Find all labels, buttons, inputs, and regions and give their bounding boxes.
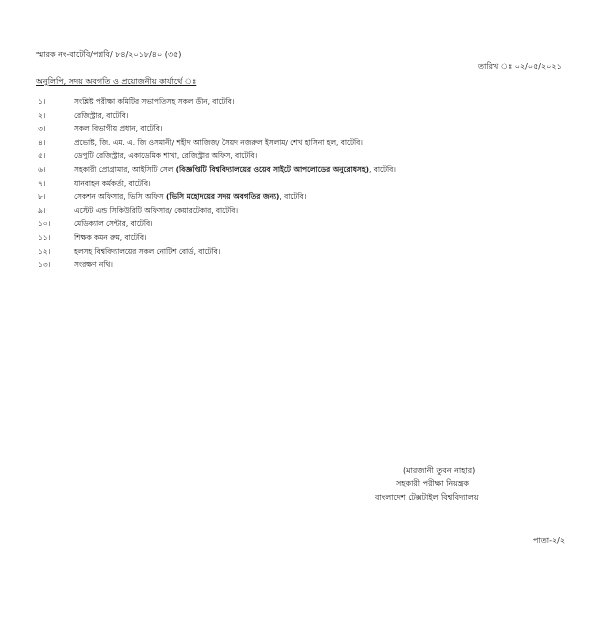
- item-number: ১৩।: [38, 260, 51, 270]
- item-text: সংশ্লিষ্ট পরীক্ষা কমিটির সভাপতিসহ সকল ডীন, বাটেবি।: [74, 97, 235, 106]
- list-item: [38, 136, 396, 150]
- list-item: [38, 163, 396, 177]
- list-item: [38, 122, 396, 136]
- list-item: [38, 177, 396, 191]
- item-bold-note: (ভিসি মহোদয়ের সদয় অবগতির জন্য): [166, 192, 280, 202]
- page-number: পাতা-২/২: [533, 536, 566, 545]
- list-item: [38, 217, 396, 231]
- list-item: [38, 109, 396, 123]
- list-item: [38, 95, 396, 109]
- list-item: [38, 245, 396, 259]
- signatory-name: (মারজানী তুবন নাহার): [403, 466, 476, 475]
- item-bold-note: (বিজ্ঞপ্তিটি বিশ্ববিদ্যালয়ের ওয়েব সাইটে আপলোডের অনুরোধসহ): [175, 164, 370, 174]
- item-text: রেজিস্ট্রার, বাটেবি।: [74, 110, 129, 120]
- memo-date: তারিখ ঃ ০২/০৫/২০২১: [478, 62, 562, 71]
- item-text: শিক্ষক কমন রুম, বাটেবি।: [74, 232, 147, 242]
- item-number: ১।: [38, 97, 46, 106]
- item-text: সংরক্ষণ নথি।: [74, 260, 113, 270]
- item-text: যানবাহন কর্মকর্তা, বাটেবি।: [74, 178, 151, 188]
- item-number: ৩।: [38, 124, 46, 134]
- list-item: [38, 231, 396, 245]
- item-number: ১০।: [38, 219, 51, 229]
- item-number: ২।: [38, 110, 46, 120]
- item-text: এস্টেট এন্ড সিকিউরিটি অফিসার/ কেয়ারটেকার, বাটেবি।: [74, 205, 239, 215]
- memo-number: স্মারক নং-বাটেবি/পগ্নবি/ ৮৪/২০১৮/৪০ (৩৫): [36, 50, 182, 59]
- item-text: ডেপুটি রেজিস্ট্রার, একাডেমিক শাখা, রেজিস্ট্রার অফিস, বাটেবি।: [74, 151, 258, 161]
- item-text: সহকারী প্রোগ্রামার, আইসিটি সেল (বিজ্ঞপ্তিটি বিশ্ববিদ্যালয়ের ওয়েব সাইটে আপলোডের অনুরোধসহ), বাটেবি।: [74, 164, 396, 174]
- item-number: ১২।: [38, 246, 51, 256]
- item-number: ৬।: [38, 164, 46, 174]
- recipient-list: [38, 95, 396, 272]
- item-number: ৭।: [38, 178, 46, 188]
- item-number: ৪।: [38, 137, 46, 147]
- item-number: ১১।: [38, 232, 51, 242]
- item-text: সকল বিভাগীয় প্রধান, বাটেবি।: [74, 124, 163, 134]
- list-item: [38, 204, 396, 218]
- copy-heading: অনুলিপি, সদয় অবগতি ও প্রয়োজনীয় কার্যার্থে ঃ: [36, 77, 197, 86]
- item-text: প্রভোষ্ট, জি. এম. এ. জি ওসমানী/ শহীদ আজিজ/ সৈয়দ নজরুল ইসলাম/ শেখ হাসিনা হল, বাটেবি।: [74, 137, 363, 147]
- item-number: ৮।: [38, 192, 46, 202]
- signatory-organization: বাংলাদেশ টেক্সটাইল বিশ্ববিদ্যালয়: [375, 493, 479, 502]
- list-item: [38, 258, 396, 272]
- item-text: সেকশন অফিসার, ভিসি অফিস (ভিসি মহোদয়ের সদয় অবগতির জন্য), বাটেবি।: [74, 192, 307, 202]
- item-text: মেডিক্যাল সেন্টার, বাটেবি।: [74, 219, 153, 229]
- item-text: হলসহ বিশ্ববিদ্যালয়ের সকল নোটিশ বোর্ড, বাটেবি।: [74, 246, 221, 256]
- item-number: ৯।: [38, 205, 46, 215]
- list-item: [38, 190, 396, 204]
- item-number: ৫।: [38, 151, 46, 161]
- list-item: [38, 149, 396, 163]
- signatory-title: সহকারী পরীক্ষা নিয়ন্ত্রক: [396, 479, 470, 488]
